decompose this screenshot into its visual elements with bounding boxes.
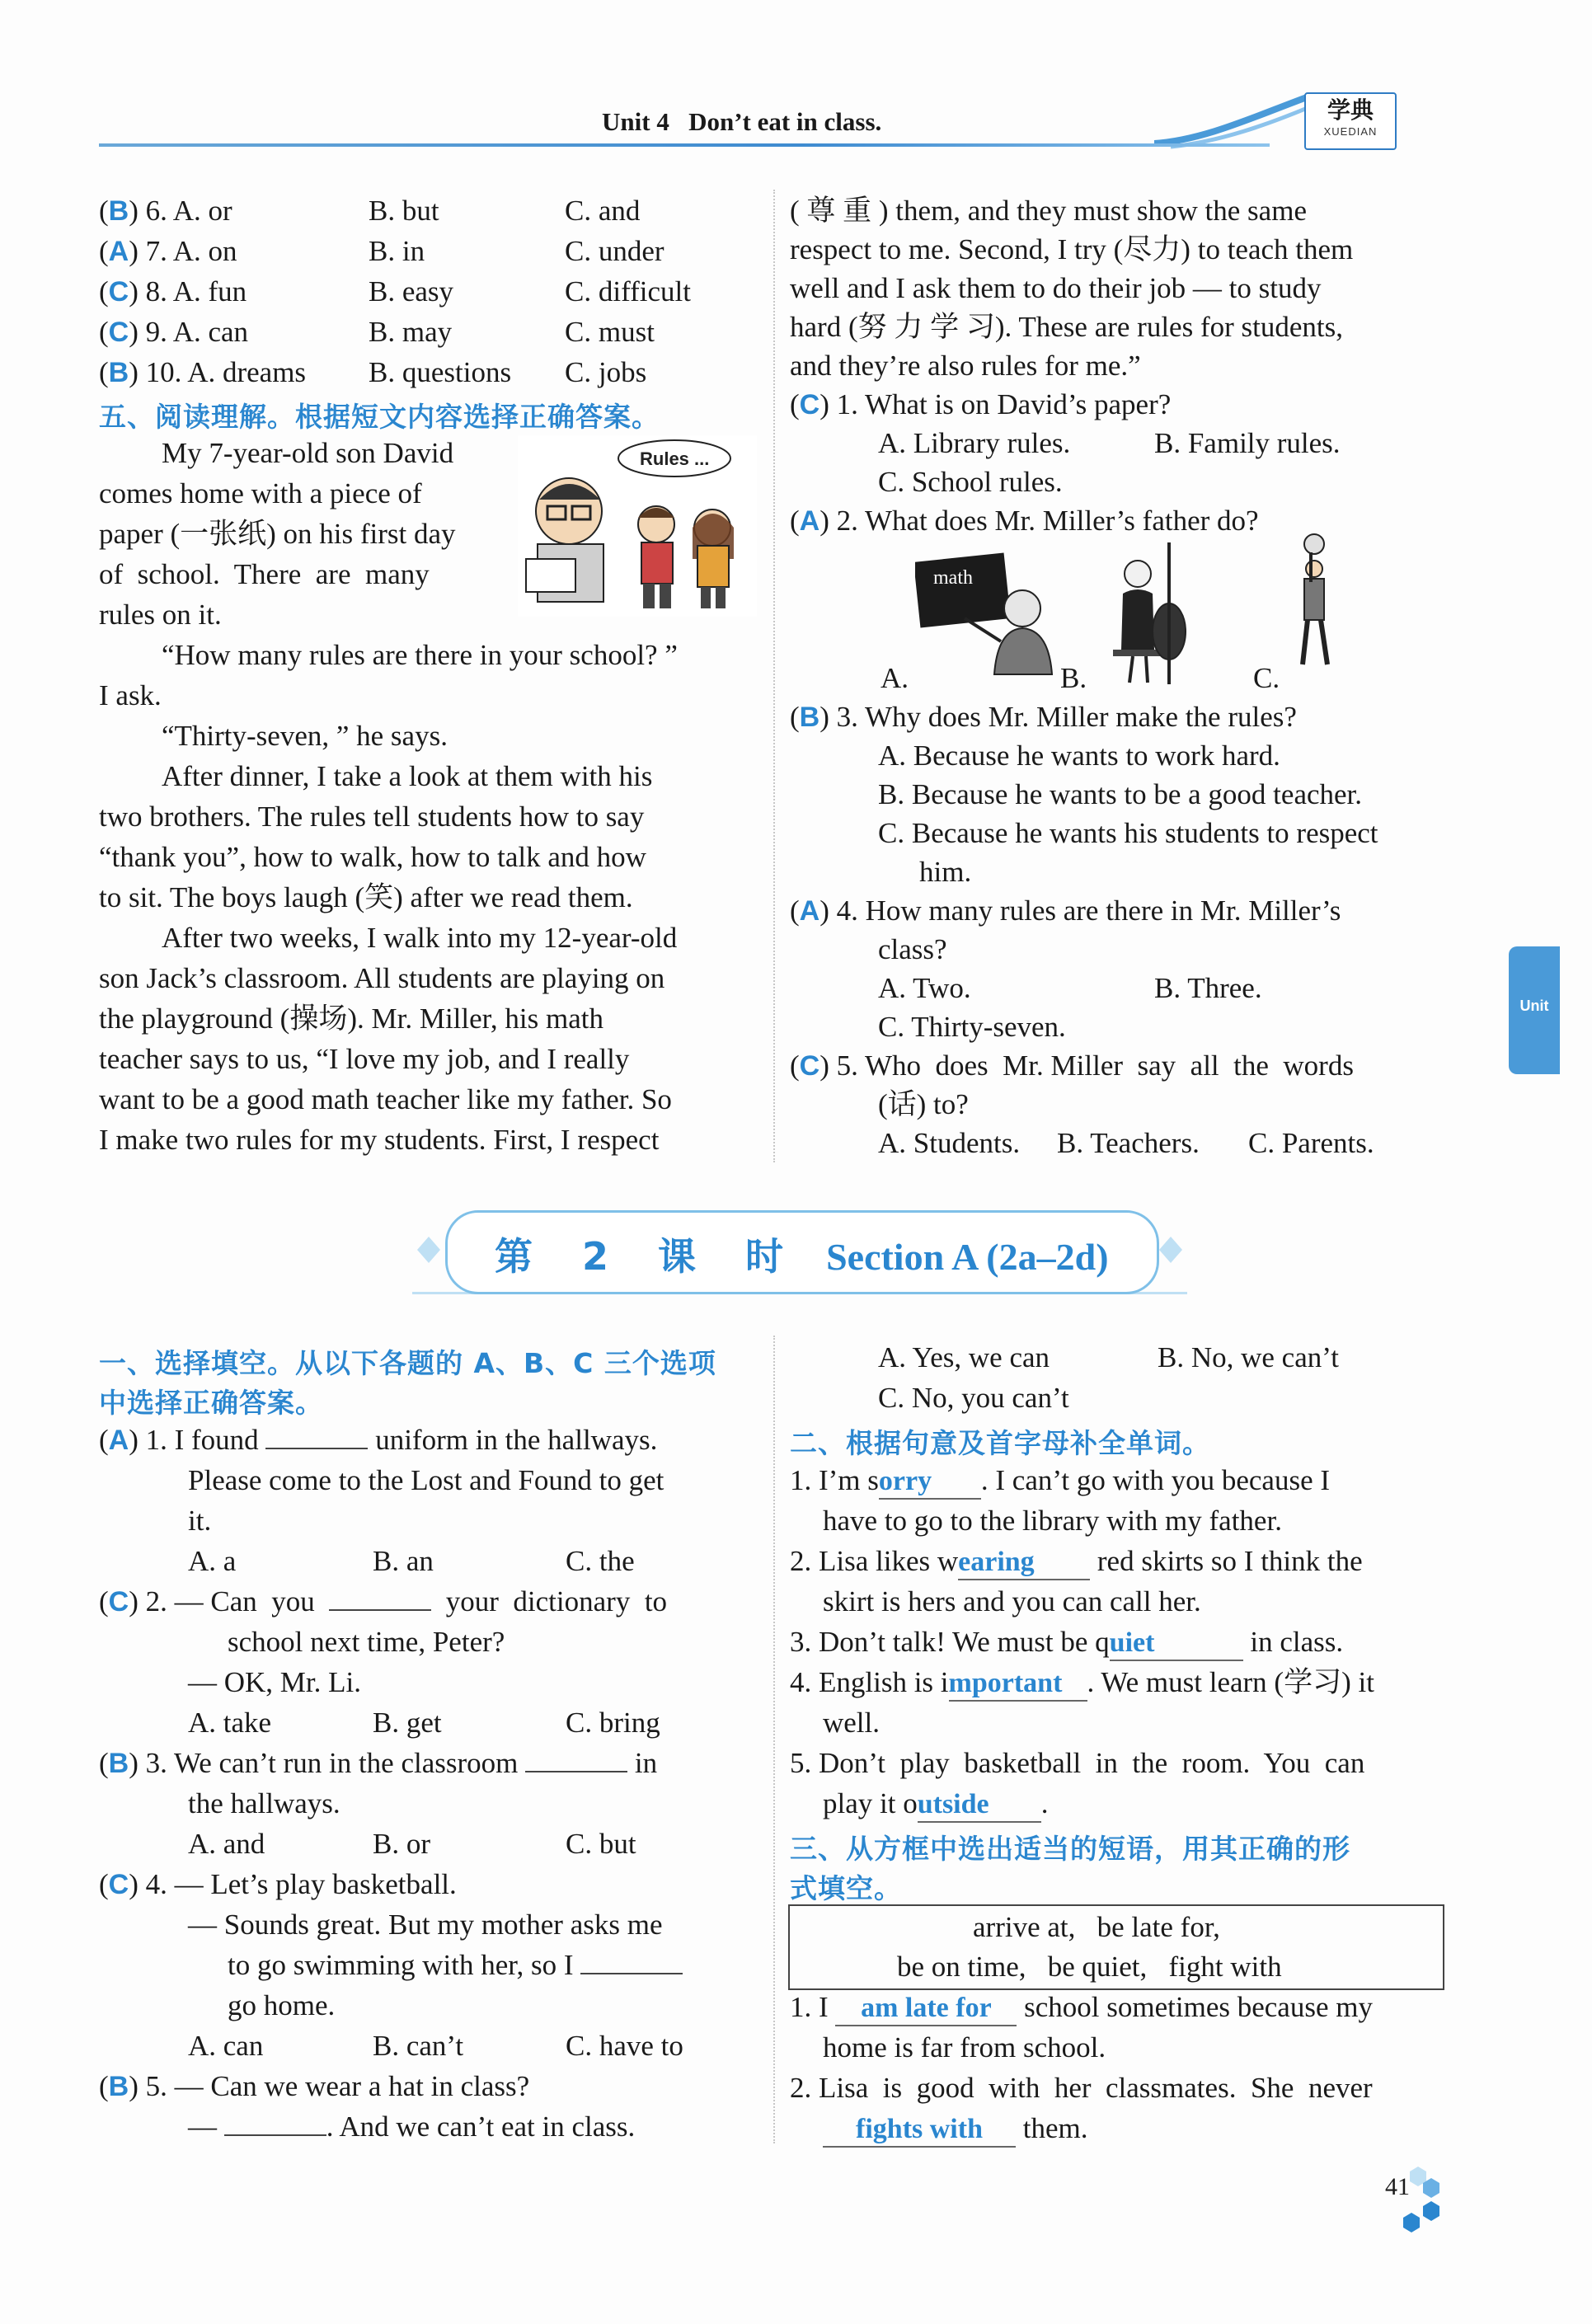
option-c: C. but [566,1828,636,1860]
answer: B [108,1748,129,1779]
answer-field[interactable]: mportant [949,1666,1087,1702]
passage-line: the playground (操场). Mr. Miller, his math [99,1002,603,1035]
blank[interactable] [265,1448,368,1449]
section3-heading: 三、从方框中选出适当的短语，用其正确的形 [790,1833,1350,1865]
option-b: B. No, we can’t [1158,1341,1339,1373]
option-c: C. School rules. [878,466,1063,498]
option-b: B. easy [369,275,454,308]
sign-text: Rules ... [640,448,710,469]
passage-line: “Thirty-seven, ” he says. [162,720,448,752]
option-a: A. and [188,1828,265,1860]
question-cont: — OK, Mr. Li. [188,1666,361,1698]
option-b: B. but [369,195,439,227]
option-c: C. No, you can’t [878,1382,1069,1414]
word-item-cont: play it outside . [823,1787,1048,1823]
option-c: C. jobs [565,356,647,388]
option-b: B. Teachers. [1057,1127,1200,1159]
option-c: C. Because he wants his students to respect [878,817,1378,849]
option-b: B. in [369,235,425,267]
option-a: A. can [188,2030,264,2062]
choice-row: (B) 6. A. or [99,195,232,227]
word-item-5: 5. Don’t play basketball in the room. You can [790,1747,1365,1779]
passage-line: teacher says to us, “I love my job, and I really [99,1043,630,1075]
option-a: A. take [188,1707,272,1739]
choice-row: (B) 10. A. dreams [99,356,307,388]
passage-line: rules on it. [99,599,222,631]
answer-field[interactable]: earing [958,1545,1090,1580]
question-line: 2. Lisa is good with her classmates. She never [790,2072,1373,2104]
word-item-3: 3. Don’t talk! We must be quiet in class. [790,1626,1343,1661]
answer-field[interactable]: fights with [823,2112,1016,2148]
banner-right-ornament-icon [1154,1233,1187,1266]
answer: B [799,702,820,733]
option-c: C. under [565,235,665,267]
header-rule [99,143,1270,147]
answer: C [108,1869,129,1900]
answer-field[interactable]: orry [879,1464,981,1500]
answer: B [108,2071,129,2102]
word-item-4: 4. English is important . We must learn (学习) it [790,1666,1374,1702]
section-label: Section A (2a–2d) [826,1236,1109,1278]
brand-logo-en: XUEDIAN [1323,125,1378,138]
word-item-cont: have to go to the library with my father. [823,1505,1282,1537]
option-a: A. Two. [878,972,971,1004]
question-cont: class? [878,933,947,965]
passage-line: “thank you”, how to walk, how to talk and how [99,841,646,873]
option-b: B. or [373,1828,430,1860]
question-cont: — . And we can’t eat in class. [188,2110,636,2143]
header-swoosh-graphic [1154,92,1311,150]
passage-line: I make two rules for my students. First, I respect [99,1124,660,1156]
section1-heading: 一、选择填空。从以下各题的 A、B、C 三个选项 [99,1347,716,1379]
question-cont: to go swimming with her, so I [228,1949,683,1982]
page-number: 41 [1385,2173,1410,2200]
word-item-cont: well. [823,1707,881,1739]
choice-row: (C) 9. A. can [99,316,249,348]
word-item-cont: skirt is hers and you can call her. [823,1585,1201,1617]
option-c: C. must [565,316,655,348]
passage-line: well and I ask them to do their job — to study [790,272,1322,304]
option-b: B. get [373,1707,442,1739]
word-item-1: 1. I’m sorry . I can’t go with you because I [790,1464,1330,1500]
passage-line: After two weeks, I walk into my 12-year-old [162,922,678,954]
option-a: A. Library rules. [878,427,1071,459]
unit-tab-label: Unit [1519,998,1549,1014]
answer: A [799,895,820,927]
column-divider-bottom [773,1336,775,2143]
passage-line: son Jack’s classroom. All students are playing on [99,962,665,994]
phrase-box-line: be on time, be quiet, fight with [897,1951,1282,1983]
hexagon-ornament-icon [1393,2162,1451,2236]
blank[interactable] [580,1973,683,1974]
choice-row: (C) 8. A. fun [99,275,247,308]
banner-left-ornament-icon [412,1233,445,1266]
passage-line: hard (努 力 学 习). These are rules for students, [790,311,1343,343]
option-b: B. questions [369,356,512,388]
passage-line: two brothers. The rules tell students how to say [99,800,645,833]
brand-logo [1304,92,1397,150]
option-a: A. Because he wants to work hard. [878,739,1280,772]
passage-line: paper (一张纸) on his first day [99,518,456,550]
cellist-picture [1105,534,1212,687]
blank[interactable] [329,1609,431,1611]
option-c: C. Parents. [1248,1127,1374,1159]
blank[interactable] [224,2134,326,2136]
question-cont: home is far from school. [823,2031,1106,2063]
option-a: A. [881,662,909,694]
word-item-2: 2. Lisa likes wearing red skirts so I think the [790,1545,1363,1580]
question-cont: school next time, Peter? [228,1626,505,1658]
option-b: B. Three. [1154,972,1262,1004]
answer-field[interactable]: utside [918,1787,1041,1823]
passage-line: to sit. The boys laugh (笑) after we read them. [99,881,633,913]
option-b: B. Because he wants to be a good teacher. [878,778,1363,810]
passage-line: My 7-year-old son David [162,437,454,469]
passage-line: want to be a good math teacher like my father. So [99,1083,672,1115]
math-teacher-picture [915,551,1055,678]
option-c: C. difficult [565,275,691,308]
lesson-number: 第 2 课 时 [495,1234,802,1279]
passage-line: “How many rules are there in your school? ” [162,639,678,671]
option-c: C. Thirty-seven. [878,1011,1066,1043]
phrase-box-line: arrive at, be late for, [973,1911,1220,1943]
blank[interactable] [525,1771,627,1772]
question-cont: (话) to? [878,1088,969,1120]
basketball-player-picture [1286,533,1344,681]
choice-row: (A) 7. A. on [99,235,237,267]
answer: C [799,1050,820,1082]
answer-field[interactable]: am late for [835,1991,1017,2026]
option-c: C. have to [566,2030,683,2062]
passage-line: comes home with a piece of [99,477,422,509]
question-cont: the hallways. [188,1787,340,1819]
option-b: B. [1060,662,1087,694]
question-cont: — Sounds great. But my mother asks me [188,1908,663,1941]
option-c-cont: him. [919,856,972,888]
answer: C [108,1586,129,1617]
option-c: C. and [565,195,641,227]
option-c: C. the [566,1545,635,1577]
option-b: B. may [369,316,453,348]
unit-side-tab [1509,946,1560,1074]
option-c: C. [1253,662,1280,694]
section3-heading-cont: 式填空。 [790,1872,902,1904]
option-b: B. Family rules. [1154,427,1341,459]
passage-line: After dinner, I take a look at them with his [162,760,653,792]
question-cont: go home. [228,1989,336,2021]
option-a: A. Yes, we can [878,1341,1050,1373]
rules-cartoon-picture [518,435,757,617]
passage-line: ( 尊 重 ) them, and they must show the same [790,195,1307,227]
column-divider-top [773,190,775,1162]
option-c: C. bring [566,1707,660,1739]
passage-line: respect to me. Second, I try (尽力) to teach them [790,233,1354,265]
brand-logo-cn: 学典 [1327,96,1374,124]
answer: A [108,1425,129,1456]
passage-line: of school. There are many [99,558,430,590]
reading-heading: 五、阅读理解。根据短文内容选择正确答案。 [99,401,660,433]
option-b: B. an [373,1545,434,1577]
passage-line: and they’re also rules for me.” [790,350,1141,382]
section2-heading: 二、根据句意及首字母补全单词。 [790,1427,1210,1459]
option-a: A. a [188,1545,237,1577]
section-banner-text [495,1227,1109,1281]
passage-line: I ask. [99,679,162,711]
page: Unit 4 Don’t eat in class. 学典 XUEDIAN (B) 6. A. or B. but C. and (A) 7. A. on B. in C. under (C) 8. A. fun B. easy C. difficult (C) 9. A. can B. may C. must (B) 10. A. dreams B. questions C. jobs 五、阅读理解。根据短文内容选择正确答案。 Rules ... My 7-year-old son David comes home with a piece of paper (一张纸) on his first day of school. There are many rules on it. “How many rules are there in your school? ” I ask. “Thirty-seven, ” he says. After dinner, I take a look at them with his two brothers. The rules tell students how to say “thank you”, how to walk, how to talk and how to sit. The boys laugh (笑) after we read them. After two weeks, I walk into my 12-year-old son Jack’s classroom. All students are playing on the playground (操场). Mr. Miller, his math teacher says to us, “I love my job, and I really want to be a good math teacher like my father. So I make two rules for my students. First, I respect ( 尊 重 ) them, and they must show the same respect to me. Second, I try (尽力) to teach them well and I ask them to do their job — to study hard (努 力 学 习). These are rules for students, and they’re also rules for me.” (C) 1. What is on David’s paper? A. Library rules. B. Family rules. C. School rules. (A) 2. What does Mr. Miller’s father do? math A. B. C. (B) 3. Why does Mr. Miller make the rules? A. Because he wants to work hard. B. Because he wants to be a good teacher. C. Because he wants his students to respect him. (A) 4. How many rules are there in Mr. Miller’s class? A. Two. B. Three. C. Thirty-seven. (C) 5. Who does Mr. Miller say all the words (话) to? A. Students. B. Teachers. C. Parents. Unit 第 2 课 时 Section A (2a–2d) 一、选择填空。从以下各题的 A、B、C 三个选项 中选择正确答案。 (A) 1. I found uniform in the hallways. Please come to the Lost and Found to get it. A. a B. an C. the (C) 2. — Can you your dictionary to school next time, Peter? — OK, Mr. Li. A. take B. get C. bring (B) 3. We can’t run in the classroom in the hallways. A. and B. or C. but (C) 4. — Let’s play basketball. — Sounds great. But my mother asks me to go swimming with her, so I go home. A. can B. can’t C. have to (B) 5. — Can we wear a hat in class? — . And we can’t eat in class. A. Yes, we can B. No, we can’t C. No, you can’t 二、根据句意及首字母补全单词。 1. I’m sorry . I can’t go with you because I have to go to the library with my father. 2. Lisa likes wearing red skirts so I think the skirt is hers and you can call her. 3. Don’t talk! We must be quiet in class. 4. English is important . We must learn (学习) it well. 5. Don’t play basketball in the room. You can play it outside . 三、从方框中选出适当的短语，用其正确的形 式填空。 arrive at, be late for, be on time, be quiet, fight with 1. I am late for school sometimes because my home is far from school. 2. Lisa is good with her classmates. She never fights with them. 41 [0,0,1592,2324]
answer: C [799,389,820,420]
option-a: A. Students. [878,1127,1021,1159]
answer: A [799,505,820,537]
question-cont: Please come to the Lost and Found to get [188,1464,665,1496]
answer-field[interactable]: uiet [1110,1626,1243,1661]
question-cont: it. [188,1505,212,1537]
unit-title: Unit 4 Don’t eat in class. [602,107,882,136]
chalkboard-text: math [933,567,973,589]
section1-heading-cont: 中选择正确答案。 [99,1387,323,1419]
option-b: B. can’t [373,2030,464,2062]
